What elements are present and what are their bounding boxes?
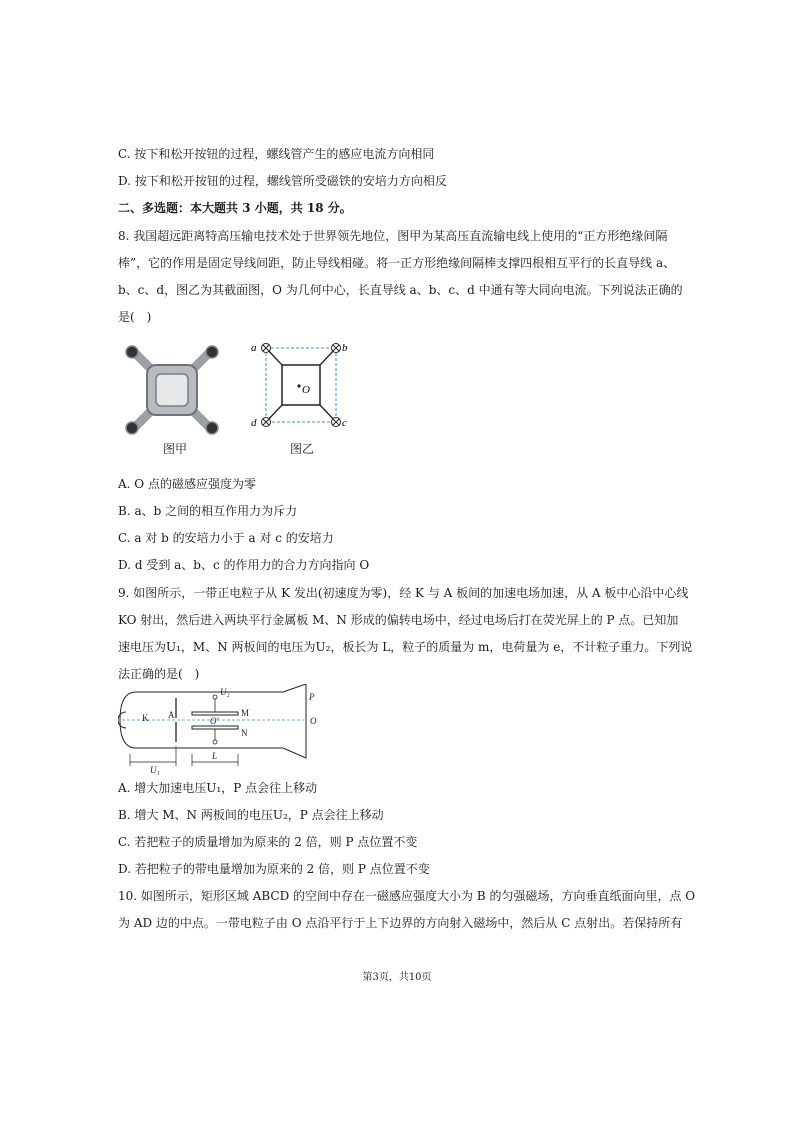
wire-c-symbol bbox=[332, 418, 341, 427]
q7-option-d: D. 按下和松开按钮的过程，螺线管所受磁铁的安培力方向相反 bbox=[118, 174, 447, 188]
q8-option-b: B. a、b 之间的相互作用力为斥力 bbox=[118, 504, 298, 518]
center-point bbox=[297, 384, 300, 387]
plate-n bbox=[192, 726, 238, 729]
label-m: M bbox=[241, 708, 250, 718]
u2-terminal bbox=[213, 695, 217, 699]
wire-d-symbol bbox=[262, 418, 271, 427]
q9-option-a: A. 增大加速电压U₁，P 点会往上移动 bbox=[118, 781, 318, 795]
q8-stem-line-4: 是( ) bbox=[118, 310, 152, 324]
label-o: O bbox=[302, 384, 310, 396]
label-a: a bbox=[251, 342, 257, 354]
figure-jia-caption: 图甲 bbox=[162, 442, 187, 456]
label-b: b bbox=[342, 342, 348, 354]
q9-stem-line-2: KO 射出，然后进入两块平行金属板 M、N 形成的偏转电场中，经过电场后打在荧光屏上的 P 点。已知加 bbox=[118, 613, 679, 627]
q9-stem-line-1: 9. 如图所示，一带正电粒子从 K 发出(初速度为零)，经 K 与 A 板间的加速电场加速，从 A 板中心沿中心线 bbox=[118, 586, 689, 600]
label-o-prime: O′ bbox=[210, 716, 219, 726]
label-p: P bbox=[309, 692, 315, 702]
q9-option-b: B. 增大 M、N 两板间的电压U₂，P 点会往上移动 bbox=[118, 808, 384, 822]
spacer-center-hole bbox=[156, 374, 188, 406]
plate-m bbox=[192, 712, 238, 715]
q8-option-c: C. a 对 b 的安培力小于 a 对 c 的安培力 bbox=[118, 531, 334, 545]
q10-stem-line-2: 为 AD 边的中点。一带电粒子由 O 点沿平行于上下边界的方向射入磁场中，然后从 C 点射出。若保持所有 bbox=[118, 916, 683, 930]
label-u2: U₂ bbox=[220, 687, 230, 697]
wire-b-symbol bbox=[332, 344, 341, 353]
q9-stem-line-4: 法正确的是( ) bbox=[118, 667, 200, 681]
label-c: c bbox=[342, 417, 347, 429]
label-u1: U₁ bbox=[150, 765, 160, 775]
q8-option-d: D. d 受到 a、b、c 的作用力的合力方向指向 O bbox=[118, 558, 370, 572]
q8-stem-line-1: 8. 我国超远距离特高压输电技术处于世界领先地位，图甲为某高压直流输电线上使用的“正方形绝缘间隔 bbox=[118, 229, 668, 243]
q10-stem-line-1: 10. 如图所示，矩形区域 ABCD 的空间中存在一磁感应强度大小为 B 的匀强磁场，方向垂直纸面向里，点 O bbox=[118, 889, 696, 903]
q9-option-c: C. 若把粒子的质量增加为原来的 2 倍，则 P 点位置不变 bbox=[118, 835, 418, 849]
label-k: K bbox=[142, 713, 149, 723]
wire-a-symbol bbox=[262, 344, 271, 353]
page-number-footer: 第3页，共10页 bbox=[362, 972, 432, 983]
label-a: A bbox=[168, 710, 175, 720]
section-heading: 二、多选题：本大题共 3 小题，共 18 分。 bbox=[118, 201, 352, 215]
cross-section-figure bbox=[250, 338, 352, 430]
figure-yi-caption: 图乙 bbox=[289, 442, 314, 456]
label-d: d bbox=[251, 417, 257, 429]
spacer-photo-figure bbox=[120, 338, 224, 442]
label-o: O bbox=[310, 716, 317, 726]
label-l: L bbox=[212, 751, 218, 761]
q9-option-d: D. 若把粒子的带电量增加为原来的 2 倍，则 P 点位置不变 bbox=[118, 862, 430, 876]
n-terminal bbox=[213, 740, 217, 744]
q9-stem-line-3: 速电压为U₁，M、N 两板间的电压为U₂，板长为 L，粒子的质量为 m，电荷量为 e，不计粒子重力。下列说 bbox=[118, 640, 693, 654]
cathode-ray-tube-figure bbox=[118, 684, 328, 776]
q7-option-c: C. 按下和松开按钮的过程，螺线管产生的感应电流方向相同 bbox=[118, 147, 435, 161]
q8-option-a: A. O 点的磁感应强度为零 bbox=[118, 477, 256, 491]
label-n: N bbox=[241, 728, 248, 738]
q8-stem-line-2: 棒”，它的作用是固定导线间距，防止导线相碰。将一正方形绝缘间隔棒支撑四根相互平行的长直导线 a、 bbox=[118, 256, 676, 270]
spacer-square bbox=[282, 365, 320, 405]
support-arms bbox=[266, 348, 336, 422]
q8-stem-line-3: b、c、d，图乙为其截面图，O 为几何中心，长直导线 a、b、c、d 中通有等大同向电流。下列说法正确的 bbox=[118, 283, 683, 297]
